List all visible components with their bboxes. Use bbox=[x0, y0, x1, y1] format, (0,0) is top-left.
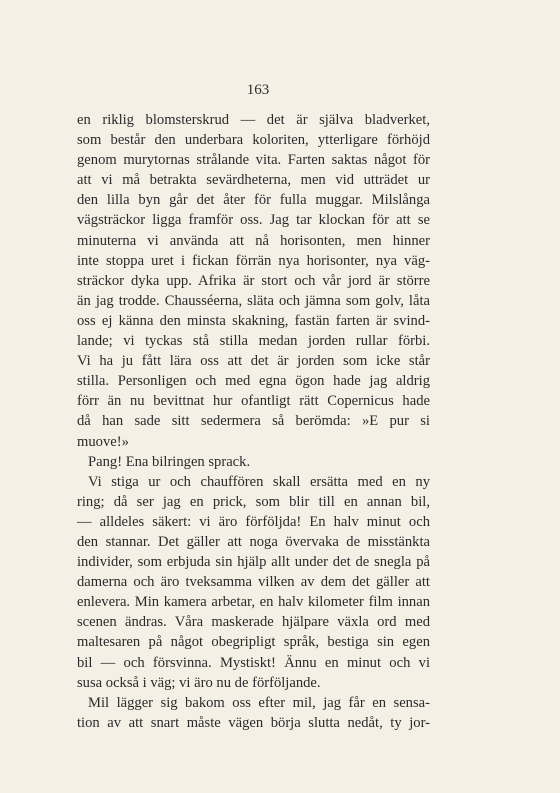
text-line: inte stoppa uret i fickan förrän nya horisonter, nya väg- bbox=[77, 252, 430, 269]
text-line: som består den underbara koloriten, ytterligare förhöjd bbox=[77, 132, 430, 149]
text-line: genom murytornas strålande vita. Farten saktas något för bbox=[77, 152, 430, 169]
text-line: susa också i väg; vi äro nu de förföljande. bbox=[77, 674, 321, 691]
text-line: Vi ha ju fått lära oss att det är jorden som icke står bbox=[77, 353, 430, 370]
text-line: förr än nu bevittnat hur ofantligt rätt Copernicus hade bbox=[77, 393, 430, 410]
text-line: Vi stiga ur och chauffören skall ersätta med en ny bbox=[88, 473, 430, 490]
text-line: då han sade sitt sedermera så berömda: »E pur si bbox=[77, 413, 430, 430]
text-line: individer, som erbjuda sin hjälp allt under det de snegla på bbox=[77, 554, 430, 571]
text-line: — alldeles säkert: vi äro förföljda! En halv minut och bbox=[77, 513, 430, 530]
text-line: en riklig blomsterskrud — det är själva bladverket, bbox=[77, 112, 430, 128]
text-line: maltesaren på något obegripligt språk, bestiga sin egen bbox=[77, 634, 430, 651]
text-line: damerna och äro tveksamma vilken av dem det gäller att bbox=[77, 574, 430, 591]
text-line: oss ej känna den minsta skakning, fastän farten är svind- bbox=[77, 312, 430, 329]
text-line: ring; då ser jag en prick, som blir till en annan bil, bbox=[77, 493, 430, 510]
text-line: muove!» bbox=[77, 433, 129, 450]
text-line: att vi må betrakta sevärdheterna, men vid utträdet ur bbox=[77, 172, 430, 189]
text-line: sträckor dyka upp. Afrika är stort och vår jord är större bbox=[77, 272, 430, 289]
text-line: Pang! Ena bilringen sprack. bbox=[88, 453, 251, 470]
text-line: lande; vi tyckas stå stilla medan jorden rullar förbi. bbox=[77, 333, 430, 350]
text-line: den stannar. Det gäller att noga övervaka de misstänkta bbox=[77, 533, 430, 550]
text-line: vägsträckor ligga framför oss. Jag tar klockan för att se bbox=[77, 212, 430, 229]
page-number: 163 bbox=[246, 82, 270, 98]
text-line: än jag trodde. Chausséerna, släta och jämna som golv, låta bbox=[77, 292, 430, 309]
text-line: bil — och försvinna. Mystiskt! Ännu en minut och vi bbox=[77, 654, 430, 671]
text-line: Mil lägger sig bakom oss efter mil, jag får en sensa- bbox=[88, 694, 430, 711]
text-line: minuterna vi använda att nå horisonten, men hinner bbox=[77, 232, 430, 249]
text-line: tion av att snart måste vägen börja slutta nedåt, ty jor- bbox=[77, 714, 430, 731]
text-line: enlevera. Min kamera arbetar, en halv kilometer film innan bbox=[77, 594, 430, 611]
text-line: den lilla byn går det åter för fulla muggar. Milslånga bbox=[77, 192, 430, 209]
text-line: scenen ändras. Våra maskerade hjälpare växla ord med bbox=[77, 614, 430, 631]
text-line: stilla. Personligen och med egna ögon hade jag aldrig bbox=[77, 373, 430, 390]
body-text bbox=[77, 110, 430, 733]
